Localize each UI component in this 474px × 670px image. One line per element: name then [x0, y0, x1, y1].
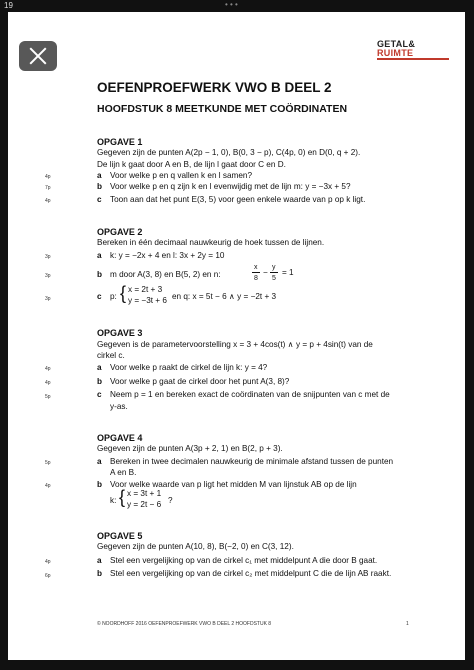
opgave-4-intro: Gegeven zijn de punten A(3p + 2, 1) en B(2, p + 3). — [97, 444, 283, 453]
logo-line-2: RUIMTE — [377, 48, 414, 58]
fraction-1-numerator: x — [254, 264, 258, 271]
fraction-2-denominator: 5 — [272, 275, 276, 282]
points-3b: 4p — [45, 380, 51, 386]
question-4a-line-2: A en B. — [110, 468, 137, 477]
system-p-row-1: x = 2t + 3 — [128, 285, 163, 294]
question-2a: k: y = −2x + 4 en l: 3x + 2y = 10 — [110, 251, 225, 260]
fraction-1-bar — [252, 272, 260, 273]
label-5a: a — [97, 556, 102, 565]
document-title: OEFENPROEFWERK VWO B DEEL 2 — [97, 80, 332, 95]
page-number: 1 — [406, 621, 409, 627]
points-4a: 5p — [45, 460, 51, 466]
brace-k: { — [119, 487, 126, 507]
label-2a: a — [97, 251, 102, 260]
label-3c: c — [97, 390, 102, 399]
label-1a: a — [97, 171, 102, 180]
opgave-3-heading: OPGAVE 3 — [97, 328, 143, 338]
brace-p: { — [120, 283, 127, 303]
minus-sign: − — [263, 268, 268, 277]
question-5a: Stel een vergelijking op van de cirkel c₁ met middelpunt A die door B gaat. — [110, 556, 378, 565]
opgave-4-heading: OPGAVE 4 — [97, 433, 143, 443]
points-2a: 3p — [45, 254, 51, 260]
label-1c: c — [97, 195, 102, 204]
label-2b: b — [97, 270, 103, 279]
system-k-row-1: x = 3t + 1 — [127, 489, 162, 498]
question-3a: Voor welke p raakt de cirkel de lijn k: y = 4? — [110, 363, 268, 372]
system-k-row-2: y = 2t − 6 — [127, 500, 162, 509]
publisher-logo — [377, 40, 449, 58]
system-p-label: p: — [110, 292, 117, 301]
question-2b: m door A(3, 8) en B(5, 2) en n: — [110, 270, 221, 279]
question-1b: Voor welke p en q zijn k en l evenwijdig met de lijn m: y = −3x + 5? — [110, 182, 351, 191]
equals-one: = 1 — [282, 268, 294, 277]
question-3c: Neem p = 1 en bereken exact de coördinaten van de snijpunten van c met de — [110, 390, 390, 399]
status-time: 19 — [4, 1, 13, 10]
opgave-2-intro: Bereken in één decimaal nauwkeurig de hoek tussen de lijnen. — [97, 238, 325, 247]
label-4b: b — [97, 480, 103, 489]
fraction-2-numerator: y — [272, 264, 276, 271]
question-3b: Voor welke p gaat de cirkel door het punt A(3, 8)? — [110, 377, 290, 386]
system-k-label: k: — [110, 496, 117, 505]
status-dots: • • • — [225, 0, 238, 9]
label-2c: c — [97, 292, 102, 301]
question-1c: Toon aan dat het punt E(3, 5) voor geen enkele waarde van p op k ligt. — [110, 195, 366, 204]
points-3c: 5p — [45, 394, 51, 400]
page-footer: © NOORDHOFF 2016 OEFENPROEFWERK VWO B DEEL 2 HOOFDSTUK 8 — [97, 621, 272, 627]
opgave-1-intro: Gegeven zijn de punten A(2p − 1, 0), B(0, 3 − p), C(4p, 0) en D(0, q + 2). — [97, 148, 361, 157]
points-1c: 4p — [45, 198, 51, 204]
fraction-1-denominator: 8 — [254, 275, 258, 282]
label-3a: a — [97, 363, 102, 372]
label-3b: b — [97, 377, 103, 386]
question-4a: Bereken in twee decimalen nauwkeurig de minimale afstand tussen de punten — [110, 457, 394, 466]
question-1a: Voor welke p en q vallen k en l samen? — [110, 171, 253, 180]
logo-line-1: GETAL& — [377, 39, 416, 49]
opgave-3-intro: Gegeven is de parametervoorstelling x = 3 + 4cos(t) ∧ y = p + 4sin(t) van de — [97, 340, 373, 349]
logo-underline — [377, 58, 449, 60]
points-1a: 4p — [45, 174, 51, 180]
points-4b: 4p — [45, 483, 51, 489]
points-2c: 3p — [45, 296, 51, 302]
opgave-2-heading: OPGAVE 2 — [97, 227, 143, 237]
points-2b: 3p — [45, 273, 51, 279]
question-3c-line-2: y-as. — [110, 402, 128, 411]
opgave-1-heading: OPGAVE 1 — [97, 137, 143, 147]
points-5b: 6p — [45, 573, 51, 579]
question-4b-end: ? — [168, 496, 173, 505]
opgave-5-intro: Gegeven zijn de punten A(10, 8), B(−2, 0) en C(3, 12). — [97, 542, 294, 551]
document-subtitle: HOOFDSTUK 8 MEETKUNDE MET COÖRDINATEN — [97, 103, 348, 115]
opgave-3-intro-2: cirkel c. — [97, 351, 125, 360]
system-p-row-2: y = −3t + 6 — [128, 296, 167, 305]
points-3a: 4p — [45, 366, 51, 372]
opgave-1-intro-2: De lijn k gaat door A en B, de lijn l gaat door C en D. — [97, 160, 286, 169]
question-5b: Stel een vergelijking op van de cirkel c₂ met middelpunt C die de lijn AB raakt. — [110, 569, 392, 578]
label-1b: b — [97, 182, 103, 191]
label-4a: a — [97, 457, 102, 466]
status-bar — [0, 0, 474, 12]
opgave-5-heading: OPGAVE 5 — [97, 531, 143, 541]
points-1b: 7p — [45, 185, 51, 191]
close-button[interactable] — [19, 41, 57, 71]
system-q: en q: x = 5t − 6 ∧ y = −2t + 3 — [172, 292, 277, 301]
points-5a: 4p — [45, 559, 51, 565]
label-5b: b — [97, 569, 103, 578]
question-4b: Voor welke waarde van p ligt het midden M van lijnstuk AB op de lijn — [110, 480, 357, 489]
fraction-2-bar — [270, 272, 278, 273]
